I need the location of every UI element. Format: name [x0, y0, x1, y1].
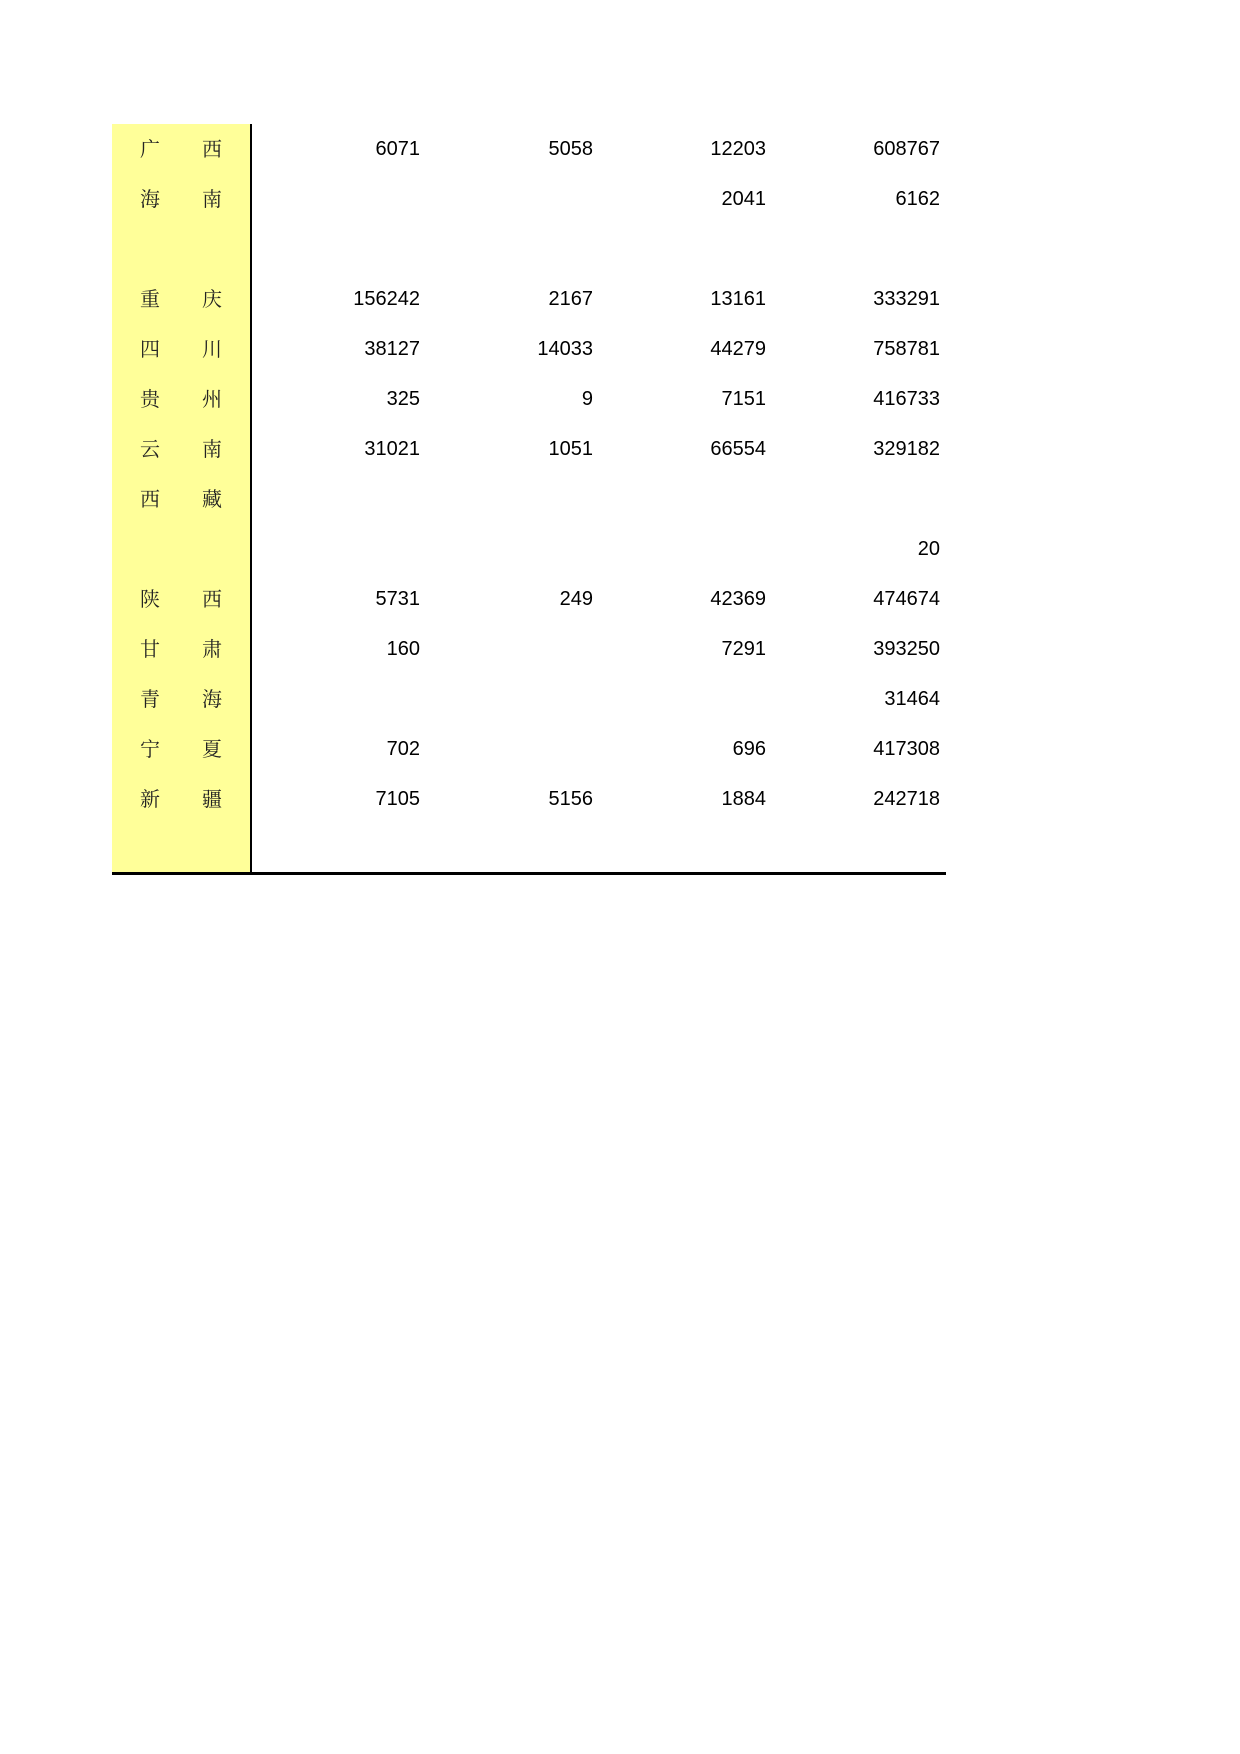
- province-char-1: 四: [140, 337, 160, 361]
- value-col-1: 31021: [364, 438, 420, 460]
- value-col-2: [433, 674, 593, 724]
- value-col-3: 12203: [710, 138, 766, 160]
- table-row: [112, 374, 946, 424]
- table-row: [112, 674, 946, 724]
- province-char-1: [130, 524, 170, 574]
- province-char-1: 甘: [140, 637, 160, 661]
- value-col-1: 6071: [375, 138, 420, 160]
- table-row: [112, 224, 946, 274]
- value-col-4: 333291: [873, 288, 940, 310]
- value-col-1: [260, 524, 420, 574]
- value-col-3: [606, 474, 766, 524]
- value-col-4: 242718: [873, 788, 940, 810]
- province-char-2: 川: [202, 337, 222, 361]
- province-char-2: 西: [202, 137, 222, 161]
- table-bottom-rule: [112, 872, 946, 875]
- value-col-2: 5058: [548, 138, 593, 160]
- value-col-3: 7151: [721, 388, 766, 410]
- value-col-2: 14033: [537, 338, 593, 360]
- value-col-4: 393250: [873, 638, 940, 660]
- table-row: [112, 424, 946, 474]
- value-col-1: 160: [386, 638, 420, 660]
- value-col-1: 5731: [375, 588, 420, 610]
- value-col-1: [260, 674, 420, 724]
- province-char-1: 西: [140, 487, 160, 511]
- value-col-1: 156242: [353, 288, 420, 310]
- value-col-3: 2041: [721, 188, 766, 210]
- table-row: [112, 324, 946, 374]
- province-char-2: 西: [202, 587, 222, 611]
- value-col-3: [606, 524, 766, 574]
- value-col-1: 7105: [375, 788, 420, 810]
- value-col-1: 702: [386, 738, 420, 760]
- province-char-1: 重: [140, 287, 160, 311]
- value-col-3: 1884: [721, 788, 766, 810]
- value-col-3: [606, 674, 766, 724]
- province-char-2: 南: [202, 437, 222, 461]
- value-col-3: 13161: [710, 288, 766, 310]
- value-col-2: 9: [581, 388, 593, 410]
- value-col-4: [780, 224, 940, 274]
- value-col-3: 696: [732, 738, 766, 760]
- value-col-4: 474674: [873, 588, 940, 610]
- province-char-1: 青: [140, 687, 160, 711]
- table-row: [112, 774, 946, 824]
- table-row: [112, 124, 946, 174]
- province-char-2: 夏: [202, 737, 222, 761]
- province-char-2: 肃: [202, 637, 222, 661]
- province-char-1: 云: [140, 437, 160, 461]
- value-col-2: 5156: [548, 788, 593, 810]
- province-char-2: [192, 224, 232, 274]
- value-col-4: 31464: [884, 688, 940, 710]
- province-char-1: [130, 224, 170, 274]
- value-col-3: 7291: [721, 638, 766, 660]
- province-char-2: 州: [202, 387, 222, 411]
- value-col-3: 66554: [710, 438, 766, 460]
- table-row: [112, 524, 946, 574]
- value-col-2: 2167: [548, 288, 593, 310]
- value-col-1: [260, 474, 420, 524]
- value-col-1: 325: [386, 388, 420, 410]
- value-col-2: [433, 174, 593, 224]
- province-char-1: 海: [140, 187, 160, 211]
- value-col-2: [433, 524, 593, 574]
- value-col-2: [433, 474, 593, 524]
- value-col-1: [260, 224, 420, 274]
- value-col-4: 758781: [873, 338, 940, 360]
- province-char-2: 藏: [202, 487, 222, 511]
- table-row: [112, 174, 946, 224]
- value-col-4: 6162: [895, 188, 940, 210]
- value-col-4: [780, 474, 940, 524]
- province-char-1: 贵: [140, 387, 160, 411]
- value-col-4: 608767: [873, 138, 940, 160]
- value-col-4: 329182: [873, 438, 940, 460]
- province-char-2: 海: [202, 687, 222, 711]
- value-col-2: 249: [559, 588, 593, 610]
- value-col-4: 416733: [873, 388, 940, 410]
- value-col-2: [433, 624, 593, 674]
- table-row: [112, 274, 946, 324]
- value-col-1: [260, 174, 420, 224]
- province-char-2: 疆: [202, 787, 222, 811]
- province-char-1: 陕: [140, 587, 160, 611]
- province-char-2: 庆: [202, 287, 222, 311]
- table-row: [112, 624, 946, 674]
- table-row: [112, 574, 946, 624]
- value-col-3: [606, 224, 766, 274]
- province-char-1: 新: [140, 787, 160, 811]
- value-col-4: 417308: [873, 738, 940, 760]
- province-char-1: 宁: [140, 737, 160, 761]
- table-row: [112, 474, 946, 524]
- value-col-1: 38127: [364, 338, 420, 360]
- table-row: [112, 724, 946, 774]
- value-col-2: [433, 724, 593, 774]
- value-col-2: [433, 224, 593, 274]
- value-col-3: 44279: [710, 338, 766, 360]
- value-col-4: 20: [917, 538, 940, 560]
- province-char-2: 南: [202, 187, 222, 211]
- value-col-3: 42369: [710, 588, 766, 610]
- province-char-1: 广: [140, 137, 160, 161]
- value-col-2: 1051: [548, 438, 593, 460]
- province-char-2: [192, 524, 232, 574]
